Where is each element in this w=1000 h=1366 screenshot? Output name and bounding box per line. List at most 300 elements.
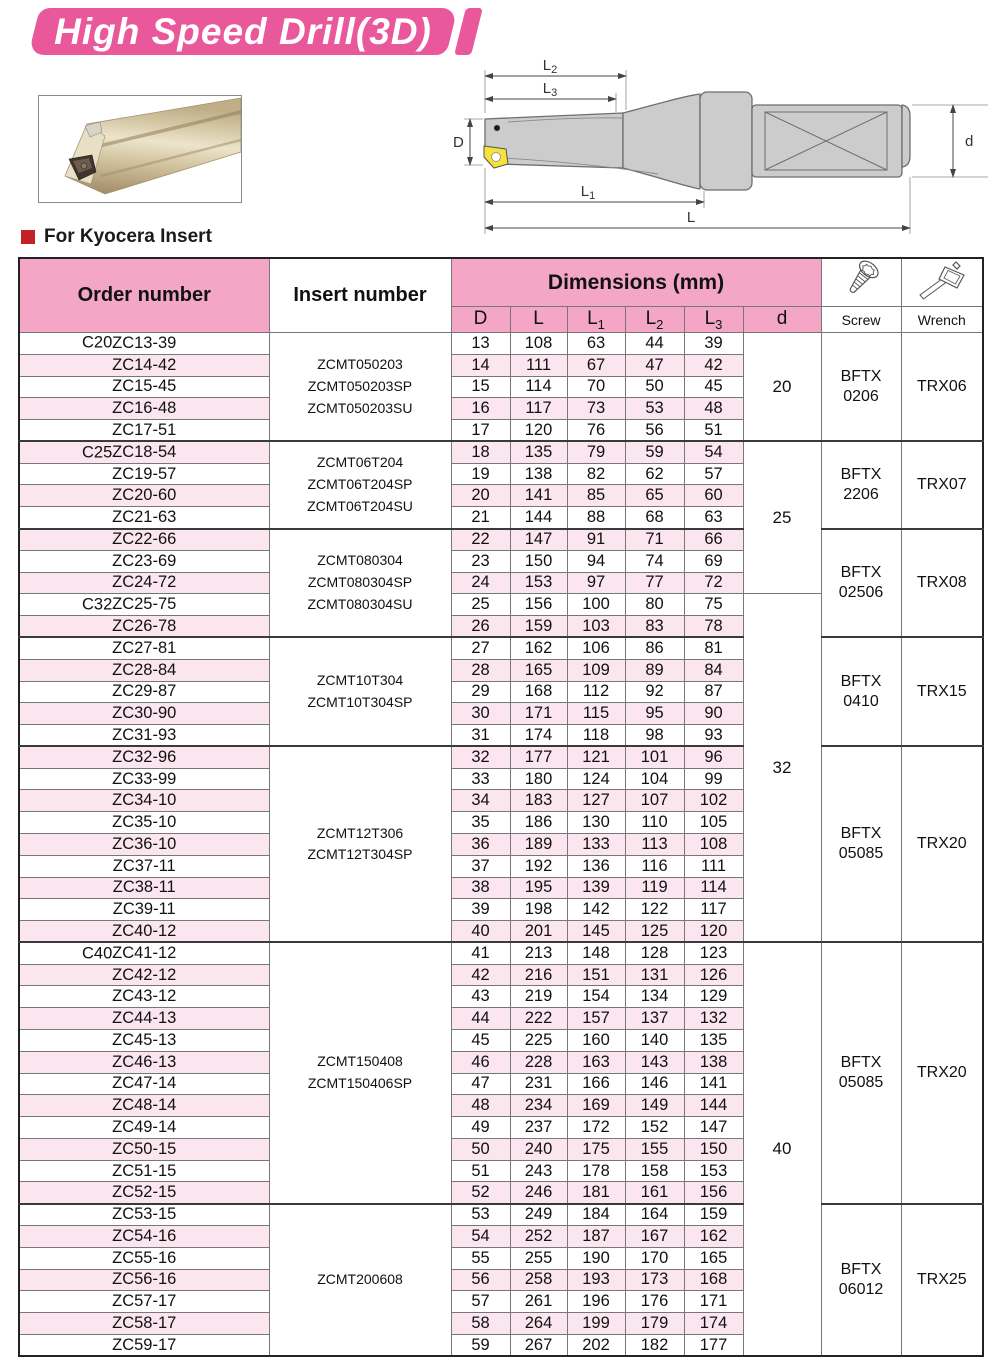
order-cell: ZC17-51	[19, 420, 269, 442]
dim-cell: 108	[510, 333, 567, 355]
dim-cell: 112	[567, 681, 625, 703]
dim-cell: 49	[451, 1117, 510, 1139]
dim-cell: 104	[625, 768, 684, 790]
dim-cell: 137	[625, 1008, 684, 1030]
order-cell: ZC46-13	[19, 1051, 269, 1073]
dim-cell: 54	[684, 441, 743, 463]
screw-cell: BFTX 2206	[821, 441, 901, 528]
dim-cell: 157	[567, 1008, 625, 1030]
dim-cell: 99	[684, 768, 743, 790]
table-body	[19, 333, 983, 1357]
order-cell: ZC20-60	[19, 485, 269, 507]
dim-cell: 131	[625, 964, 684, 986]
dim-cell: 162	[684, 1226, 743, 1248]
dim-cell: 180	[510, 768, 567, 790]
dim-cell: 18	[451, 441, 510, 463]
dim-cell: 225	[510, 1030, 567, 1052]
dim-cell: 264	[510, 1313, 567, 1335]
dim-cell: 102	[684, 790, 743, 812]
dim-cell: 261	[510, 1291, 567, 1313]
product-photo	[38, 95, 242, 203]
subheader-L2: $L_2$	[625, 307, 684, 333]
order-cell: ZC14-42	[19, 354, 269, 376]
dim-cell: 141	[510, 485, 567, 507]
dim-cell: 163	[567, 1051, 625, 1073]
table-row	[19, 637, 983, 659]
dim-cell: 114	[684, 877, 743, 899]
dim-cell: 165	[510, 659, 567, 681]
dim-cell: 138	[510, 463, 567, 485]
dim-cell: 56	[625, 420, 684, 442]
dim-cell: 123	[684, 942, 743, 964]
dim-cell: 231	[510, 1073, 567, 1095]
insert-cell: ZCMT06T204 ZCMT06T204SP ZCMT06T204SU	[269, 441, 451, 528]
order-cell: ZC16-48	[19, 398, 269, 420]
dim-cell: 164	[625, 1204, 684, 1226]
dim-cell: 216	[510, 964, 567, 986]
order-cell: ZC52-15	[19, 1182, 269, 1204]
screw-cell: BFTX 0410	[821, 637, 901, 746]
order-cell: ZC35-10	[19, 812, 269, 834]
dim-cell: 140	[625, 1030, 684, 1052]
dim-cell: 59	[451, 1334, 510, 1356]
dim-cell: 162	[510, 637, 567, 659]
dim-label-L: L	[686, 209, 696, 226]
dim-cell: 127	[567, 790, 625, 812]
dim-cell: 71	[625, 529, 684, 551]
dim-cell: 196	[567, 1291, 625, 1313]
table-row	[19, 942, 983, 964]
dim-cell: 175	[567, 1138, 625, 1160]
drill-outline	[485, 92, 910, 190]
dim-cell: 39	[684, 333, 743, 355]
dim-cell: 60	[684, 485, 743, 507]
dim-cell: 118	[567, 725, 625, 747]
dim-cell: 153	[684, 1160, 743, 1182]
dim-cell: 258	[510, 1269, 567, 1291]
insert-cell: ZCMT200608	[269, 1204, 451, 1356]
dim-cell: 198	[510, 899, 567, 921]
dim-cell: 68	[625, 507, 684, 529]
dim-cell: 108	[684, 833, 743, 855]
dim-cell: 97	[567, 572, 625, 594]
dim-cell: 48	[451, 1095, 510, 1117]
dim-cell: 142	[567, 899, 625, 921]
dim-cell: 46	[451, 1051, 510, 1073]
dim-cell: 44	[625, 333, 684, 355]
table-row	[19, 746, 983, 768]
dim-cell: 15	[451, 376, 510, 398]
order-cell: ZC40-12	[19, 921, 269, 943]
dim-cell: 30	[451, 703, 510, 725]
dim-cell: 75	[684, 594, 743, 616]
order-cell: ZC31-93	[19, 725, 269, 747]
dim-cell: 147	[684, 1117, 743, 1139]
dim-cell: 84	[684, 659, 743, 681]
screw-cell: BFTX 0206	[821, 333, 901, 442]
dim-cell: 92	[625, 681, 684, 703]
dim-cell: 52	[451, 1182, 510, 1204]
order-cell: C32 ZC25-75	[19, 594, 269, 616]
dim-cell: 81	[684, 637, 743, 659]
dim-cell: 94	[567, 550, 625, 572]
dim-cell: 28	[451, 659, 510, 681]
dim-cell: 193	[567, 1269, 625, 1291]
screw-icon	[821, 258, 901, 307]
dim-cell: 170	[625, 1247, 684, 1269]
dim-cell: 105	[684, 812, 743, 834]
dim-cell: 55	[451, 1247, 510, 1269]
order-cell: ZC32-96	[19, 746, 269, 768]
page-title: High Speed Drill(3D)	[54, 10, 432, 52]
dim-cell: 57	[684, 463, 743, 485]
dim-cell: 138	[684, 1051, 743, 1073]
order-cell: ZC34-10	[19, 790, 269, 812]
dim-cell: 41	[451, 942, 510, 964]
dim-cell: 255	[510, 1247, 567, 1269]
screw-cell: BFTX 05085	[821, 746, 901, 942]
header-insert-number: Insert number	[269, 258, 451, 333]
dim-cell: 77	[625, 572, 684, 594]
dim-cell: 29	[451, 681, 510, 703]
dim-cell: 135	[510, 441, 567, 463]
dim-cell: 116	[625, 855, 684, 877]
dim-cell: 121	[567, 746, 625, 768]
coolant-hole	[494, 125, 500, 131]
dim-cell: 34	[451, 790, 510, 812]
order-cell: ZC27-81	[19, 637, 269, 659]
dim-cell: 43	[451, 986, 510, 1008]
dim-cell: 171	[510, 703, 567, 725]
dim-cell: 135	[684, 1030, 743, 1052]
dim-cell: 76	[567, 420, 625, 442]
dim-cell: 155	[625, 1138, 684, 1160]
dim-cell: 152	[625, 1117, 684, 1139]
dim-cell: 58	[451, 1313, 510, 1335]
dim-cell: 192	[510, 855, 567, 877]
order-cell: ZC29-87	[19, 681, 269, 703]
dim-cell: 79	[567, 441, 625, 463]
dim-cell: 129	[684, 986, 743, 1008]
dim-cell: 67	[567, 354, 625, 376]
order-cell: C25 ZC18-54	[19, 441, 269, 463]
dim-cell: 177	[684, 1334, 743, 1356]
dim-cell: 80	[625, 594, 684, 616]
dim-cell: 173	[625, 1269, 684, 1291]
drill-photo-illustration	[39, 96, 241, 202]
dim-cell: 237	[510, 1117, 567, 1139]
dim-cell: 91	[567, 529, 625, 551]
dim-cell: 50	[451, 1138, 510, 1160]
order-cell: ZC48-14	[19, 1095, 269, 1117]
dim-cell: 122	[625, 899, 684, 921]
subheader-L1: $L_1$	[567, 307, 625, 333]
order-prefix: C25	[82, 443, 113, 462]
dim-cell: 107	[625, 790, 684, 812]
dim-cell: 65	[625, 485, 684, 507]
order-cell: ZC38-11	[19, 877, 269, 899]
dim-cell: 156	[510, 594, 567, 616]
order-cell: ZC24-72	[19, 572, 269, 594]
dim-cell: 37	[451, 855, 510, 877]
subheader-L3: $L_3$	[684, 307, 743, 333]
order-cell: ZC47-14	[19, 1073, 269, 1095]
order-prefix: C40	[82, 944, 113, 963]
dim-cell: 82	[567, 463, 625, 485]
dim-cell: 17	[451, 420, 510, 442]
dim-cell: 13	[451, 333, 510, 355]
table-row	[19, 529, 983, 551]
order-cell: ZC58-17	[19, 1313, 269, 1335]
header-order-number: Order number	[19, 258, 269, 333]
subheader-wrench: Wrench	[901, 307, 983, 333]
dim-cell: 169	[567, 1095, 625, 1117]
dim-cell: 78	[684, 616, 743, 638]
dim-cell: 158	[625, 1160, 684, 1182]
dim-cell: 186	[510, 812, 567, 834]
dim-cell: 20	[451, 485, 510, 507]
dim-cell: 56	[451, 1269, 510, 1291]
insert-cell: ZCMT150408 ZCMT150406SP	[269, 942, 451, 1203]
dim-cell: 148	[567, 942, 625, 964]
wrench-cell: TRX20	[901, 942, 983, 1203]
dim-cell: 33	[451, 768, 510, 790]
dim-cell: 182	[625, 1334, 684, 1356]
wrench-cell: TRX15	[901, 637, 983, 746]
dim-cell: 27	[451, 637, 510, 659]
dim-cell: 38	[451, 877, 510, 899]
dim-cell: 70	[567, 376, 625, 398]
dim-cell: 32	[451, 746, 510, 768]
screw-cell: BFTX 05085	[821, 942, 901, 1203]
insert-cell: ZCMT12T306 ZCMT12T304SP	[269, 746, 451, 942]
table-row	[19, 441, 983, 463]
screw-cell: BFTX 06012	[821, 1204, 901, 1356]
section-label	[21, 226, 212, 248]
dim-cell: 145	[567, 921, 625, 943]
dim-cell: 86	[625, 637, 684, 659]
dim-cell: 40	[451, 921, 510, 943]
dim-cell: 103	[567, 616, 625, 638]
dim-label-L2: $L_2$	[542, 57, 558, 76]
dim-cell: 172	[567, 1117, 625, 1139]
dim-cell: 201	[510, 921, 567, 943]
dim-cell: 63	[567, 333, 625, 355]
dim-cell: 83	[625, 616, 684, 638]
order-cell: ZC37-11	[19, 855, 269, 877]
dim-cell: 24	[451, 572, 510, 594]
dim-cell: 113	[625, 833, 684, 855]
dimension-diagram	[448, 50, 1000, 247]
subheader-D: D	[451, 307, 510, 333]
dim-cell: 156	[684, 1182, 743, 1204]
dim-cell: 234	[510, 1095, 567, 1117]
dim-cell: 153	[510, 572, 567, 594]
dim-cell: 144	[510, 507, 567, 529]
order-cell: ZC45-13	[19, 1030, 269, 1052]
wrench-cell: TRX25	[901, 1204, 983, 1356]
dim-cell: 160	[567, 1030, 625, 1052]
order-cell: ZC36-10	[19, 833, 269, 855]
dim-cell: 124	[567, 768, 625, 790]
dim-cell: 139	[567, 877, 625, 899]
order-cell: ZC26-78	[19, 616, 269, 638]
dim-cell: 128	[625, 942, 684, 964]
dim-cell: 120	[684, 921, 743, 943]
d-cell: 32	[743, 594, 821, 943]
wrench-cell: TRX07	[901, 441, 983, 528]
dim-cell: 45	[684, 376, 743, 398]
dim-cell: 45	[451, 1030, 510, 1052]
dim-cell: 93	[684, 725, 743, 747]
dim-cell: 73	[567, 398, 625, 420]
dim-cell: 126	[684, 964, 743, 986]
dim-cell: 141	[684, 1073, 743, 1095]
dim-cell: 190	[567, 1247, 625, 1269]
dim-cell: 176	[625, 1291, 684, 1313]
dim-cell: 219	[510, 986, 567, 1008]
dim-cell: 42	[684, 354, 743, 376]
dim-cell: 74	[625, 550, 684, 572]
dim-label-L1: $L_1$	[580, 183, 596, 202]
order-cell: C20 ZC13-39	[19, 333, 269, 355]
dim-cell: 202	[567, 1334, 625, 1356]
dim-cell: 154	[567, 986, 625, 1008]
dim-cell: 246	[510, 1182, 567, 1204]
dim-cell: 50	[625, 376, 684, 398]
dim-cell: 179	[625, 1313, 684, 1335]
red-square-bullet-icon	[21, 230, 35, 244]
order-cell: ZC42-12	[19, 964, 269, 986]
dim-cell: 187	[567, 1226, 625, 1248]
dim-cell: 21	[451, 507, 510, 529]
order-cell: ZC59-17	[19, 1334, 269, 1356]
d-cell: 20	[743, 333, 821, 442]
dim-cell: 167	[625, 1226, 684, 1248]
order-cell: ZC33-99	[19, 768, 269, 790]
dim-cell: 36	[451, 833, 510, 855]
dim-cell: 72	[684, 572, 743, 594]
order-cell: ZC49-14	[19, 1117, 269, 1139]
dim-cell: 149	[625, 1095, 684, 1117]
dim-cell: 48	[684, 398, 743, 420]
dim-cell: 62	[625, 463, 684, 485]
order-cell: ZC51-15	[19, 1160, 269, 1182]
dim-cell: 111	[684, 855, 743, 877]
dim-cell: 98	[625, 725, 684, 747]
dim-cell: 31	[451, 725, 510, 747]
dim-cell: 19	[451, 463, 510, 485]
dim-label-D: D	[453, 134, 464, 151]
dim-cell: 130	[567, 812, 625, 834]
wrench-icon	[901, 258, 983, 307]
dim-cell: 114	[510, 376, 567, 398]
dim-cell: 16	[451, 398, 510, 420]
order-cell: ZC55-16	[19, 1247, 269, 1269]
dim-cell: 240	[510, 1138, 567, 1160]
order-cell: ZC19-57	[19, 463, 269, 485]
dim-cell: 168	[510, 681, 567, 703]
dim-cell: 222	[510, 1008, 567, 1030]
dim-cell: 35	[451, 812, 510, 834]
dim-cell: 115	[567, 703, 625, 725]
title-banner-accent	[454, 8, 483, 55]
dim-label-d: d	[965, 133, 974, 150]
dim-cell: 249	[510, 1204, 567, 1226]
dim-cell: 69	[684, 550, 743, 572]
dim-cell: 243	[510, 1160, 567, 1182]
order-cell: ZC15-45	[19, 376, 269, 398]
dim-cell: 101	[625, 746, 684, 768]
dim-cell: 267	[510, 1334, 567, 1356]
order-cell: ZC56-16	[19, 1269, 269, 1291]
dim-cell: 26	[451, 616, 510, 638]
dim-cell: 159	[510, 616, 567, 638]
dim-cell: 143	[625, 1051, 684, 1073]
dim-cell: 174	[510, 725, 567, 747]
dim-cell: 189	[510, 833, 567, 855]
dim-cell: 111	[510, 354, 567, 376]
dim-cell: 252	[510, 1226, 567, 1248]
dim-cell: 53	[451, 1204, 510, 1226]
dim-cell: 125	[625, 921, 684, 943]
insert-screw	[492, 153, 501, 162]
dim-cell: 177	[510, 746, 567, 768]
wrench-cell: TRX06	[901, 333, 983, 442]
dim-cell: 181	[567, 1182, 625, 1204]
d-cell: 25	[743, 441, 821, 593]
dim-cell: 195	[510, 877, 567, 899]
dim-cell: 44	[451, 1008, 510, 1030]
screw-cell: BFTX 02506	[821, 529, 901, 638]
dim-cell: 109	[567, 659, 625, 681]
order-cell: ZC23-69	[19, 550, 269, 572]
dim-cell: 66	[684, 529, 743, 551]
table-row	[19, 333, 983, 355]
subheader-screw: Screw	[821, 307, 901, 333]
order-cell: ZC50-15	[19, 1138, 269, 1160]
dim-cell: 57	[451, 1291, 510, 1313]
dim-cell: 228	[510, 1051, 567, 1073]
dim-cell: 59	[625, 441, 684, 463]
order-cell: ZC28-84	[19, 659, 269, 681]
dim-cell: 51	[451, 1160, 510, 1182]
order-cell: ZC53-15	[19, 1204, 269, 1226]
dim-cell: 88	[567, 507, 625, 529]
dim-cell: 120	[510, 420, 567, 442]
dim-cell: 85	[567, 485, 625, 507]
order-cell: ZC44-13	[19, 1008, 269, 1030]
insert-cell: ZCMT080304 ZCMT080304SP ZCMT080304SU	[269, 529, 451, 638]
dim-cell: 47	[451, 1073, 510, 1095]
dim-cell: 51	[684, 420, 743, 442]
dim-cell: 42	[451, 964, 510, 986]
dim-cell: 151	[567, 964, 625, 986]
order-cell: ZC39-11	[19, 899, 269, 921]
dim-cell: 106	[567, 637, 625, 659]
dim-cell: 100	[567, 594, 625, 616]
d-cell: 40	[743, 942, 821, 1356]
dim-cell: 174	[684, 1313, 743, 1335]
dim-cell: 178	[567, 1160, 625, 1182]
subheader-d: d	[743, 307, 821, 333]
order-prefix: C32	[82, 595, 113, 614]
table-row	[19, 1204, 983, 1226]
dim-cell: 25	[451, 594, 510, 616]
dim-cell: 134	[625, 986, 684, 1008]
dim-cell: 136	[567, 855, 625, 877]
order-cell: C40 ZC41-12	[19, 942, 269, 964]
